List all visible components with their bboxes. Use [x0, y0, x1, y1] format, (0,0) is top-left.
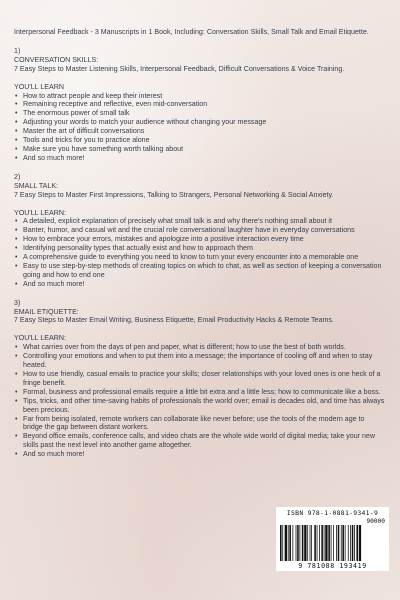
bullet-item: • Adjusting your words to match your audience without changing your message	[14, 118, 386, 127]
bullet-item: • A detailed, explicit explanation of precisely what small talk is and why there's nothing small about it	[14, 217, 386, 226]
section-1	[14, 47, 386, 163]
bullet-item: • What carries over from the days of pen and paper, what is different; how to use the best of both worlds.	[14, 343, 386, 352]
bullet-item: • How to use friendly, casual emails to practice your skills; closer relationships with your loved ones is one heck of a fringe benefit.	[14, 370, 386, 388]
bullet-item: • And so much more!	[14, 154, 386, 163]
bullet-item: • Tools and tricks for you to practice alone	[14, 136, 386, 145]
bullet-item: • The enormous power of small talk	[14, 109, 386, 118]
section-subtitle: 7 Easy Steps to Master First Impressions, Talking to Strangers, Personal Networking & Social Anxiety.	[14, 190, 334, 199]
bullet-item: • How to attract people and keep their interest	[14, 92, 386, 101]
bullet-item: • Far from being isolated, remote workers can collaborate like never before; use the tools of the modern age to bridge the gap between distant workers.	[14, 415, 386, 433]
price-code: 90000	[366, 518, 385, 525]
bullet-item: • And so much more!	[14, 450, 386, 459]
bullet-item: • How to embrace your errors, mistakes and apologize into a positive interaction every time	[14, 235, 386, 244]
section-subtitle: 7 Easy Steps to Master Email Writing, Business Etiquette, Email Productivity Hacks & Remote Teams.	[14, 316, 334, 325]
barcode-bars	[280, 525, 385, 561]
section-number: 1)	[14, 46, 21, 55]
sections	[14, 47, 386, 459]
isbn-text: ISBN 978-1-0881-9341-9	[286, 509, 379, 517]
section-number: 2)	[14, 172, 21, 181]
isbn-barcode-box	[276, 507, 389, 571]
bullet-item: • Make sure you have something worth talking about	[14, 145, 386, 154]
section-title: SMALL TALK:	[14, 181, 59, 190]
intro-text: Interpersonal Feedback - 3 Manuscripts in 1 Book, Including: Conversation Skills, Small Talk and Email Etiquette.	[14, 28, 369, 36]
bullet-item: • A comprehensive guide to everything you need to know to turn your every encounter into a memorable one	[14, 253, 386, 262]
section-2	[14, 173, 386, 289]
section-title: EMAIL ETIQUETTE:	[14, 307, 79, 316]
bullet-item: • And so much more!	[14, 280, 386, 289]
back-cover-text	[14, 28, 386, 469]
bullet-item: • Banter, humor, and casual wit and the crucial role conversational laughter have in everyday conversations	[14, 226, 386, 235]
barcode-number: 9 781088 193419	[298, 562, 367, 570]
youll-learn-heading: YOU'LL LEARN:	[14, 208, 66, 217]
bullet-item: • Tips, tricks, and other time-saving habits of professionals the world over; email is decades old, and time has always been precious.	[14, 397, 386, 415]
bullet-item: • Master the art of difficult conversations	[14, 127, 386, 136]
bullet-list	[14, 217, 386, 288]
bullet-item: • Remaining receptive and reflective, even mid-conversation	[14, 100, 386, 109]
section-3	[14, 299, 386, 459]
section-number: 3)	[14, 298, 21, 307]
bullet-item: • Identifying personality types that actually exist and how to approach them	[14, 244, 386, 253]
bullet-item: • Controlling your emotions and when to put them into a message; the importance of cooling off and when to stay heated.	[14, 352, 386, 370]
bullet-list	[14, 343, 386, 459]
bullet-item: • Easy to use step-by-step methods of creating topics on which to chat, as well as section of keeping a conversation going and how to end one	[14, 262, 386, 280]
bullet-list	[14, 92, 386, 163]
section-subtitle: 7 Easy Steps to Master Listening Skills, Interpersonal Feedback, Difficult Conversations & Voice Training.	[14, 64, 345, 73]
bullet-item: • Formal, business and professional emails require a little bit extra and a little less; how to communicate like a boss.	[14, 388, 386, 397]
youll-learn-heading: YOU'LL LEARN	[14, 82, 64, 91]
section-title: CONVERSATION SKILLS:	[14, 55, 99, 64]
bullet-item: • Beyond office emails, conference calls, and video chats are the whole wide world of digital media; take your new skills past the next level into another game altogether.	[14, 432, 386, 450]
youll-learn-heading: YOU'LL LEARN:	[14, 334, 66, 343]
